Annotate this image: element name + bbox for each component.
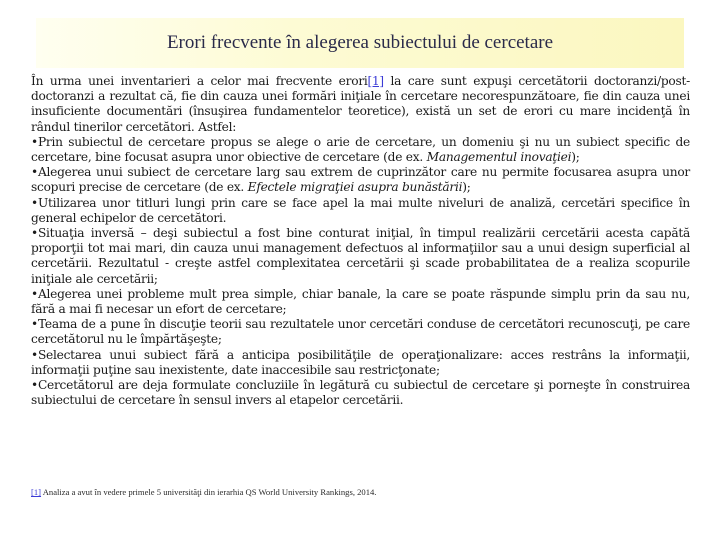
- footnote: [31, 487, 690, 498]
- intro-text-continued: la care sunt expuşi cercetătorii doctoranzi/post-doctoranzi a rezultat că, fie din cauza unei formări iniţiale în cercetare necorespunzătoare, fie din cauza unei insuficiente documentări (însuşirea fundamentelor teoretice), există un set de erori cu mare incidenţă în rândul tinerilor cercetători. Astfel:: [31, 74, 690, 134]
- page-title: Erori frecvente în alegerea subiectului de cercetare: [166, 32, 554, 53]
- list-item: •Utilizarea unor titluri lungi prin care se face apel la mai multe niveluri de analiză, cercetări specifice în general echipelor de cercetători.: [31, 195, 690, 225]
- list-item: •Prin subiectul de cercetare propus se alege o arie de cercetare, un domeniu şi nu un subiect specific de cercetare, bine focusat asupra unor obiective de cercetare (de ex. Managementul inovaţiei);: [31, 134, 690, 165]
- intro-paragraph: [31, 74, 690, 135]
- body-text: [31, 74, 690, 408]
- list-item: •Teama de a pune în discuţie teorii sau rezultatele unor cercetări conduse de cercetători recunoscuţi, pe care cercetătorul nu le împărtăşeşte;: [31, 317, 690, 347]
- list-item: •Situaţia inversă – deşi subiectul a fost bine conturat iniţial, în timpul realizării cercetării acesta capătă proporţii tot mai mari, din cauza unui management defectuos al informaţiilor sau a unui design superficial al cercetării. Rezultatul - creşte astfel complexitatea cercetării şi scade probabilitatea de a realiza scopurile iniţiale ale cercetării;: [31, 226, 690, 286]
- example-italic: Managementul inovaţiei: [426, 150, 572, 165]
- footnote-reference-link[interactable]: [1]: [367, 74, 384, 88]
- intro-text: În urma unei inventarieri a celor mai frecvente erori: [31, 74, 368, 88]
- footnote-anchor-link[interactable]: [1]: [31, 487, 42, 497]
- example-italic: Efectele migraţiei asupra bunăstării: [247, 180, 463, 195]
- list-item: •Alegerea unei probleme mult prea simple, chiar banale, la care se poate răspunde simplu prin da sau nu, fără a mai fi necesar un efort de cercetare;: [31, 286, 690, 317]
- list-item: •Alegerea unui subiect de cercetare larg sau extrem de cuprinzător care nu permite focusarea asupra unor scopuri precise de cercetare (de ex. Efectele migraţiei asupra bunăstării);: [31, 165, 690, 195]
- footnote-text: Analiza a avut în vedere primele 5 universităţi din ierarhia QS World University Rankings, 2014.: [41, 487, 377, 497]
- list-item: •Cercetătorul are deja formulate concluziile în legătură cu subiectul de cercetare şi porneşte în construirea subiectului de cercetare în sensul invers al etapelor cercetării.: [31, 378, 690, 408]
- title-banner: [36, 18, 684, 68]
- list-item: •Selectarea unui subiect fără a anticipa posibilităţile de operaţionalizare: acces restrâns la informaţii, informaţii puţine sau inexistente, date inaccesibile sau restricţonate;: [31, 347, 690, 377]
